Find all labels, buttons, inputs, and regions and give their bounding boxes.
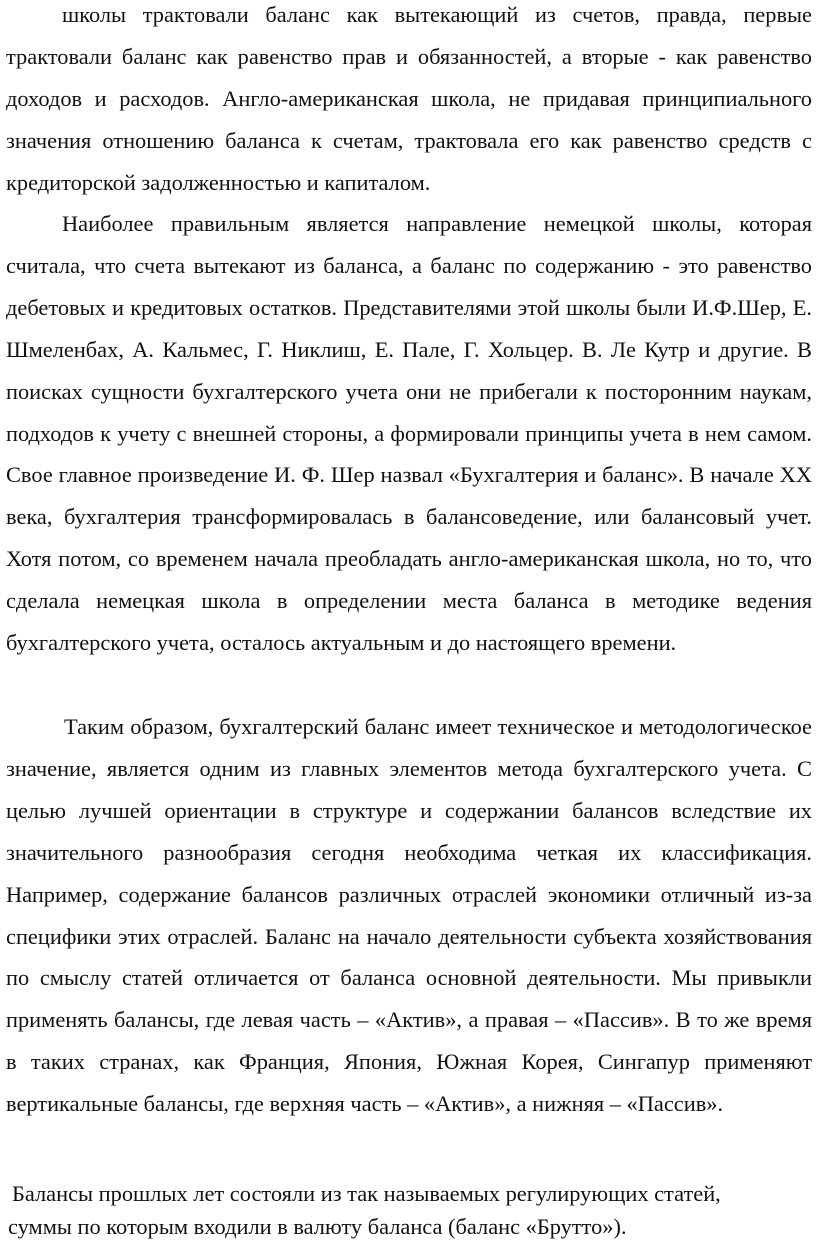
paragraph-schools-interpretation: школы трактовали баланс как вытекающий из счетов, правда, первые трактовали баланс как равенство прав и обязанностей, а вторые - как равенство доходов и расходов. Англо-американская школа, не придавая принципиального значения отношению баланса к счетам, трактовала его как равенство средств с кредиторской задолженностью и капиталом. [6,2,812,195]
paragraph-german-school: Наиболее правильным является направление немецкой школы, которая считала, что счета вытекают из баланса, а баланс по содержанию - это равенство дебетовых и кредитовых остатков. Представителями этой школы были И.Ф.Шер, Е. Шмеленбах, А. Кальмес, Г. Никлиш, Е. Пале, Г. Хольцер. В. Ле Кутр и другие. В поисках сущности бухгалтерского учета они не прибегали к посторонним наукам, подходов к учету с внешней стороны, а формировали принципы учета в нем самом. Свое главное произведение И. Ф. Шер назвал «Бухгалтерия и баланс». В начале XX века, бухгалтерия трансформировалась в балансоведение, или балансовый учет. Хотя потом, со временем начала преобладать англо-американская школа, но то, что сделала немецкая школа в определении места баланса в методике ведения бухгалтерского учета, осталось актуальным и до настоящего времени. [6,211,812,656]
paragraph-balance-significance: Таким образом, бухгалтерский баланс имеет техническое и методологическое значение, является одним из главных элементов метода бухгалтерского учета. С целью лучшей ориентации в структуре и содержании балансов вследствие их значительного разнообразия сегодня необходима четкая их классификация. Например, содержание балансов различных отраслей экономики отличный из-за специфики этих отраслей. Баланс на начало деятельности субъекта хозяйствования по смыслу статей отличается от баланса основной деятельности. Мы привыкли применять балансы, где левая часть – «Актив», а правая – «Пассив». В то же время в таких странах, как Франция, Япония, Южная Корея, Сингапур применяют вертикальные балансы, где верхняя часть – «Актив», а нижняя – «Пассив». [6,714,812,1117]
paragraph-past-balances: Балансы прошлых лет состояли из так называемых регулирующих статей, суммы по которым входили в валюту баланса (баланс «Брутто»). [8,1181,721,1239]
